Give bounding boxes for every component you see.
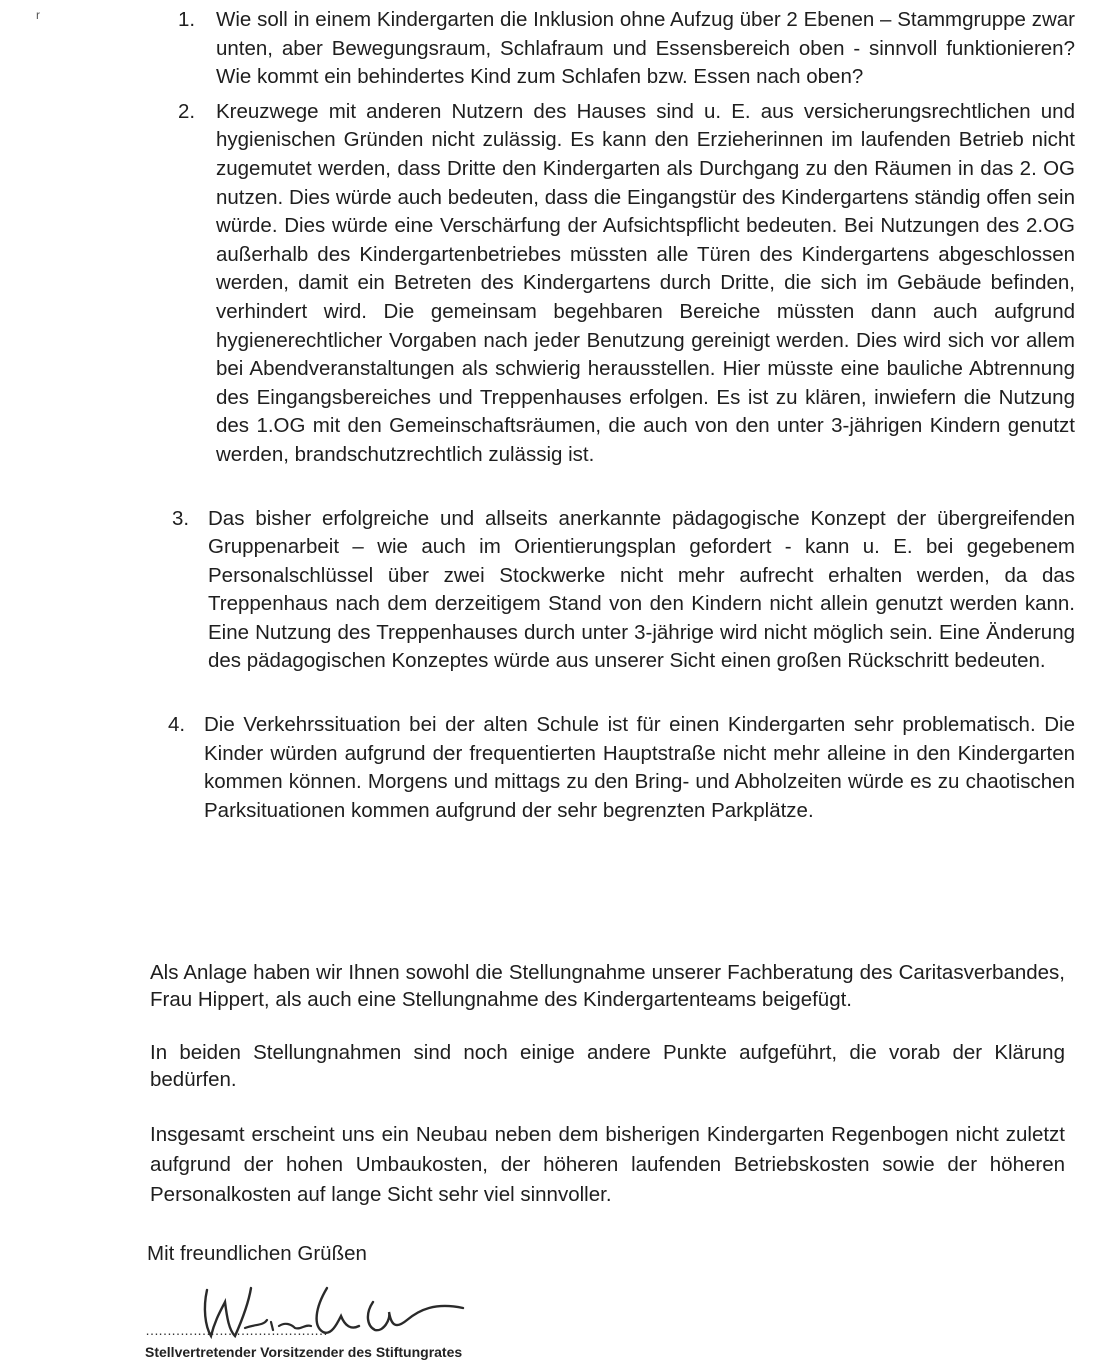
paragraph-attachment: Als Anlage haben wir Ihnen sowohl die Stellungnahme unserer Fachberatung des Caritasverbandes, Frau Hippert, als auch eine Stellungnahme des Kindergartenteams beigefügt.	[150, 961, 1065, 1011]
list-item-number: 4.	[168, 713, 186, 737]
numbered-list	[150, 6, 1075, 825]
signature-dotted-line: ……………………………………	[145, 1322, 327, 1338]
list-item	[150, 711, 1075, 825]
list-item	[150, 98, 1075, 470]
paragraph-conclusion: Insgesamt erscheint uns ein Neubau neben dem bisherigen Kindergarten Regenbogen nicht zuletzt aufgrund der hohen Umbaukosten, der höheren laufenden Betriebskosten sowie der höheren Personalkosten auf lange Sicht sehr viel sinnvoller.	[150, 1123, 1065, 1206]
signer-title: Stellvertretender Vorsitzender des Stiftungrates	[145, 1344, 463, 1360]
list-item-number: 2.	[178, 99, 196, 123]
list-item-text: Das bisher erfolgreiche und allseits anerkannte pädagogische Konzept der übergreifenden Gruppenarbeit – wie auch im Orientierungsplan gefordert - kann u. E. bei gegebenem Personalschlüssel über zwei Stockwerke nicht mehr aufrecht erhalten werden, da das Treppenhaus nach dem derzeitigem Stand von den Kindern nicht allein genutzt werden kann. Eine Nutzung des Treppenhauses durch unter 3-jährige wird nicht möglich sein. Eine Änderung des pädagogischen Konzeptes würde aus unserer Sicht einen großen Rückschritt bedeuten.	[208, 506, 1075, 673]
list-item-number: 3.	[172, 506, 190, 530]
closing-greeting: Mit freundlichen Grüßen	[147, 1242, 367, 1265]
paragraph-open-points: In beiden Stellungnahmen sind noch einige andere Punkte aufgeführt, die vorab der Klärung bedürfen.	[150, 1041, 1065, 1091]
margin-mark: r	[36, 8, 40, 22]
list-item-text: Wie soll in einem Kindergarten die Inklusion ohne Aufzug über 2 Ebenen – Stammgruppe zwar unten, aber Bewegungsraum, Schlafraum und Essensbereich oben - sinnvoll funktionieren? Wie kommt ein behindertes Kind zum Schlafen bzw. Essen nach oben?	[216, 8, 1075, 89]
list-item-text: Kreuzwege mit anderen Nutzern des Hauses sind u. E. aus versicherungsrechtlichen und hygienischen Gründen nicht zulässig. Es kann den Erzieherinnen im laufenden Betrieb nicht zugemutet werden, dass Dritte den Kindergarten als Durchgang zu den Räumen in das 2. OG nutzen. Dies würde auch bedeuten, dass die Eingangstür des Kindergartens ständig offen sein würde. Dies würde eine Verschärfung der Aufsichtspflicht bedeuten. Bei Nutzungen des 2.OG außerhalb des Kindergartenbetriebes müssten alle Türen des Kindergartens abgeschlossen werden, damit ein Betreten des Kindergartens durch Dritte, die sich im Gebäude befinden, verhindert wird. Die gemeinsam begehbaren Bereiche müssten dann auch aufgrund hygienerechtlicher Vorgaben nach jeder Benutzung gereinigt werden. Dies wird sich vor allem bei Abendveranstaltungen als schwierig herausstellen. Hier müsste eine bauliche Abtrennung des Eingangsbereiches und Treppenhauses erfolgen. Es ist zu klären, inwiefern die Nutzung des 1.OG mit den Gemeinschaftsräumen, die auch von den unter 3-jährigen Kindern genutzt werden, brandschutzrechtlich zulässig ist.	[216, 99, 1075, 466]
list-item	[150, 6, 1075, 92]
list-item-text: Die Verkehrssituation bei der alten Schule ist für einen Kindergarten sehr problematisch. Die Kinder würden aufgrund der frequentierten Hauptstraße nicht mehr alleine in den Kindergarten kommen können. Morgens und mittags zu den Bring- und Abholzeiten würde es zu chaotischen Parksituationen kommen aufgrund der sehr begrenzten Parkplätze.	[204, 713, 1075, 822]
list-item-number: 1.	[178, 8, 196, 31]
list-item	[150, 505, 1075, 677]
